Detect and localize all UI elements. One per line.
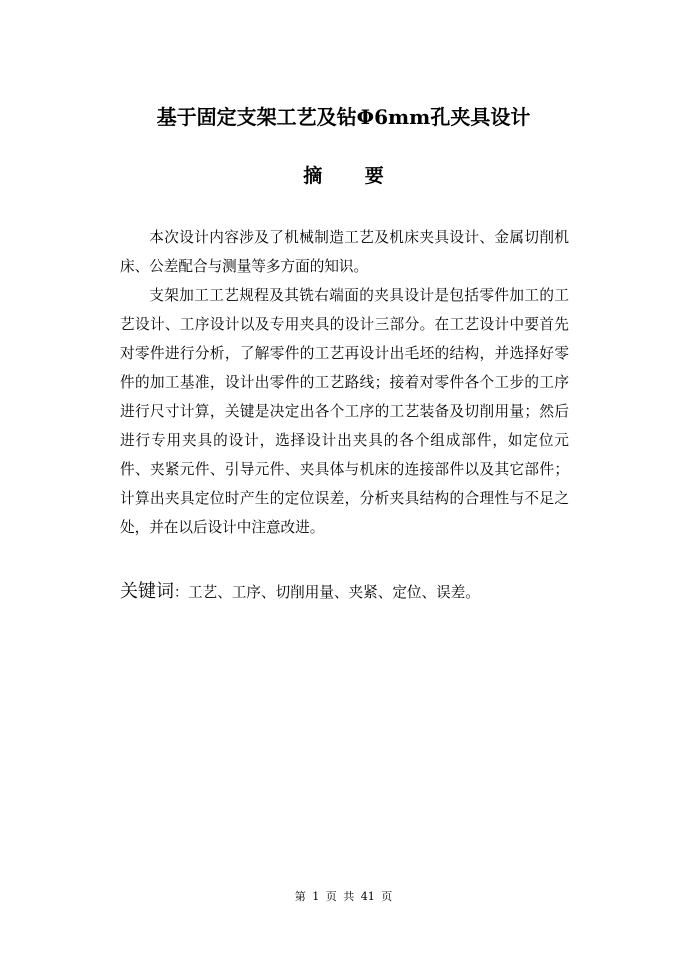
- abstract-body: [120, 223, 569, 542]
- abstract-paragraph-1: 本次设计内容涉及了机械制造工艺及机床夹具设计、金属切削机床、公差配合与测量等多方面的知识。: [120, 229, 569, 275]
- keywords-colon: ：: [174, 585, 188, 601]
- abstract-paragraph-2: 支架加工工艺规程及其铣右端面的夹具设计是包括零件加工的工艺设计、工序设计以及专用夹具的设计三部分。在工艺设计中要首先对零件进行分析，了解零件的工艺再设计出毛坯的结构，并选择好零件的加工基准，设计出零件的工艺路线；接着对零件各个工步的工序进行尺寸计算，关键是决定出各个工序的工艺装备及切削用量；然后进行专用夹具的设计，选择设计出夹具的各个组成部件，如定位元件、夹紧元件、引导元件、夹具体与机床的连接部件以及其它部件；计算出夹具定位时产生的定位误差，分析夹具结构的合理性与不足之处，并在以后设计中注意改进。: [120, 287, 569, 536]
- abstract-heading: 摘 要: [303, 165, 402, 187]
- keywords-text: 工艺、工序、切削用量、夹紧、定位、误差。: [188, 584, 480, 601]
- page-footer: 第 1 页 共 41 页: [294, 890, 393, 903]
- document-title: 基于固定支架工艺及钻Φ6mm孔夹具设计: [156, 105, 531, 129]
- keywords-label: 关键词: [120, 581, 174, 602]
- keywords-line: [120, 578, 580, 607]
